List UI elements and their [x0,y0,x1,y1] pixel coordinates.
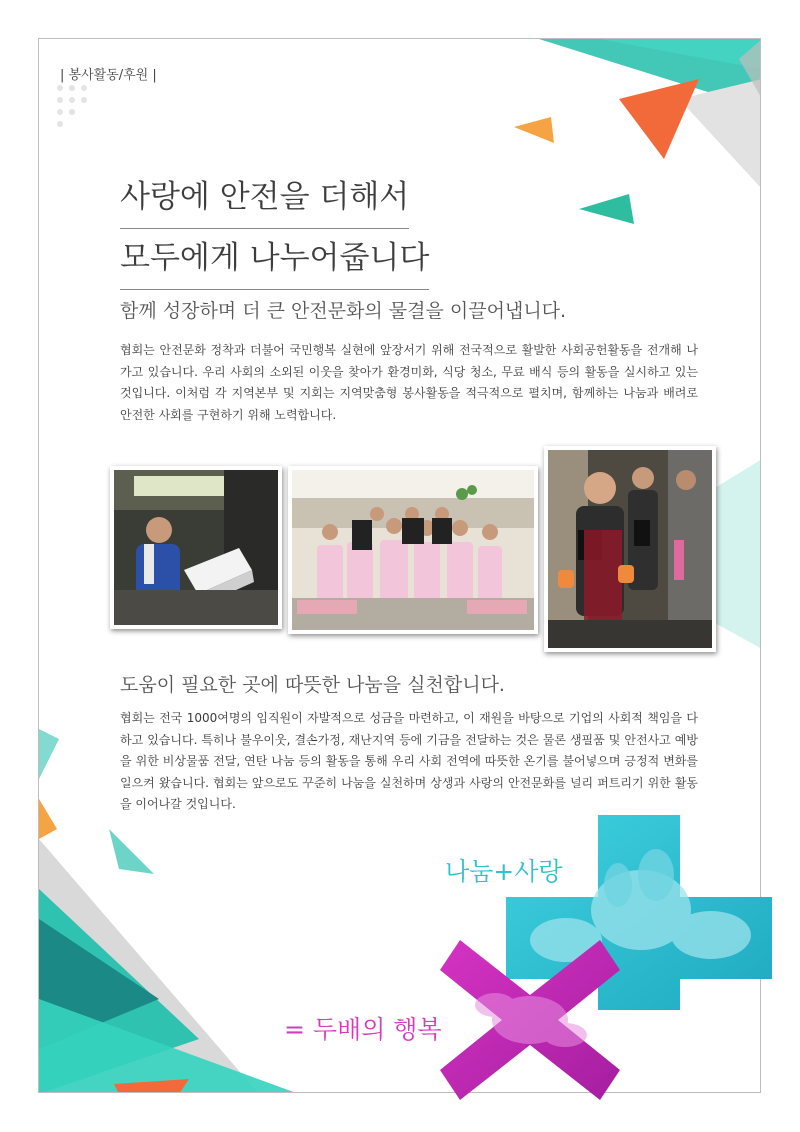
section1-subtitle: 함께 성장하며 더 큰 안전문화의 물결을 이끌어냅니다. [120,300,567,322]
section1-body: 협회는 안전문화 정착과 더불어 국민행복 실현에 앞장서기 위해 전국적으로 활발한 사회공헌활동을 전개해 나가고 있습니다. 우리 사회의 소외된 이웃을 찾아가 환경미화, 식당 청소, 무료 배식 등의 활동을 실시하고 있는 것입니다. 이처럼 각 지역본부 및 지회는 지역맞춤형 봉사활동을 적극적으로 펼치며, 함께하는 나눔과 배려로 안전한 사회를 구현하기 위해 노력합니다. [120,343,698,422]
photo-coal-delivery [544,446,716,652]
section-tag: | 봉사활동/후원 | [60,68,157,83]
section2-body: 협회는 전국 1000여명의 임직원이 자발적으로 성금을 마련하고, 이 재원을 바탕으로 기업의 사회적 책임을 다하고 있습니다. 특히나 불우이웃, 결손가정, 재난지역 등에 기금을 전달하는 것은 물론 생필품 및 안전사고 예방을 위한 비상물품 전달, 연탄 나눔 등의 활동을 통해 우리 사회 전역에 따뜻한 온기를 불어넣으며 긍정적 변화를 일으켜 왔습니다. 협회는 앞으로도 꾸준히 나눔을 실천하며 상생과 사랑의 안전문화를 널리 퍼트리기 위한 활동을 이어나갈 것입니다. [120,711,698,811]
headline-line-2: 모두에게 나누어줍니다 [120,229,429,290]
page-headline [120,168,429,290]
photo-volunteer-group [288,466,538,634]
slogan-double-happiness: = 두배의 행복 [284,1015,442,1044]
multiply-hands-graphic [440,940,620,1100]
dot-pattern [56,84,116,134]
section2-subtitle: 도움이 필요한 곳에 따뜻한 나눔을 실천합니다. [120,674,505,696]
photo-volunteer-boxes [110,466,282,629]
headline-line-1: 사랑에 안전을 더해서 [120,168,409,229]
slogan-sharing-love: 나눔+사랑 [445,857,563,886]
